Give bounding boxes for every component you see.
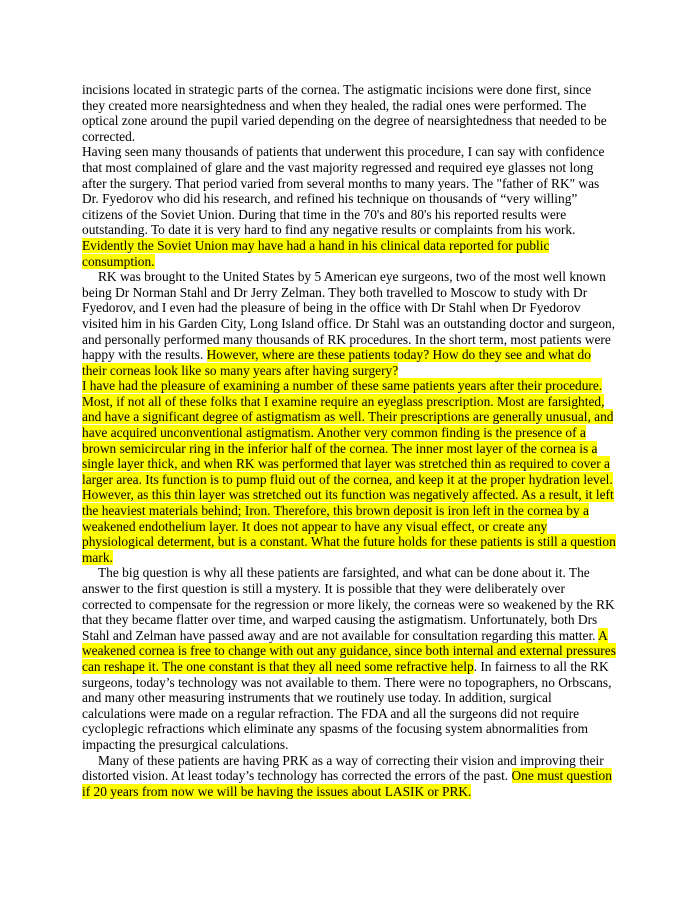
paragraph-2-highlight: Evidently the Soviet Union may have had a hand in his clinical data reported for public consumption. <box>82 237 550 269</box>
paragraph-2 <box>82 144 617 269</box>
paragraph-3-text: RK was brought to the United States by 5 American eye surgeons, two of the most well known being Dr Norman Stahl and Dr Jerry Zelman. They both travelled to Moscow to study with Dr Fyedorov, and I even had the pleasure of being in the office with Dr Stahl when Dr Fyedorov visited him in his Garden City, Long Island office. Dr Stahl was an outstanding doctor and surgeon, and personally performed many thousands of RK procedures. In the short term, most patients were happy with the results. <box>82 269 616 363</box>
paragraph-5-text-2: . In fairness to all the RK surgeons, today’s technology was not available to them. There were no topographers, no Orbscans, and many other measuring instruments that we routinely use today. In addition, surgical calculations were made on a regular refraction. The FDA and all the surgeons did not require cycloplegic refractions which eliminate any spasms of the focusing system abnormalities from impacting the presurgical calculations. <box>82 658 612 752</box>
paragraph-3-highlight: However, where are these patients today? How do they see and what do their corneas look like so many years after having surgery? <box>82 347 591 378</box>
paragraph-2-text: Having seen many thousands of patients that underwent this procedure, I can say with confidence that most complained of glare and the vast majority regressed and required eye glasses not long after the surgery. That period varied from several months to many years. The "father of RK" was Dr. Fyedorov who did his research, and refined his technique on thousands of “very willing” citizens of the Soviet Union. During that time in the 70's and 80's his reported results were outstanding. To date it is very hard to find any negative results or complaints from his work. <box>82 144 605 238</box>
paragraph-6-highlight: One must question if 20 years from now we will be having the issues about LASIK or PRK. <box>82 768 612 799</box>
paragraph-6 <box>82 753 617 800</box>
paragraph-5-text: The big question is why all these patients are farsighted, and what can be done about it. The answer to the first question is still a mystery. It is possible that they were deliberately over corrected to compensate for the regression or more likely, the corneas were so weakened by the RK that they became flatter over time, and warped causing the astigmatism. Unfortunately, both Drs Stahl and Zelman have passed away and are not available for consultation regarding this matter. <box>82 565 615 643</box>
paragraph-1-text: incisions located in strategic parts of the cornea. The astigmatic incisions were done first, since they created more nearsightedness and when they healed, the radial ones were performed. The optical zone around the pupil varied depending on the degree of nearsightedness that needed to be corrected. <box>82 82 607 144</box>
paragraph-4 <box>82 378 617 565</box>
paragraph-5-highlight: A weakened cornea is free to change with out any guidance, since both internal and external pressures can reshape it. The one constant is that they all need some refractive help <box>82 627 616 674</box>
paragraph-3 <box>82 269 617 378</box>
document-page <box>82 82 617 799</box>
paragraph-1 <box>82 82 617 144</box>
paragraph-5 <box>82 565 617 752</box>
paragraph-4-highlight: I have had the pleasure of examining a number of these same patients years after their procedure. Most, if not all of these folks that I examine require an eyeglass prescription. Most are farsighted, and have a significant degree of astigmatism as well. Their prescriptions are generally unusual, and have acquired unconventional astigmatism. Another very common finding is the presence of a brown semicircular ring in the inferior half of the cornea. The inner most layer of the cornea is a single layer thick, and when RK was performed that layer was stretched thin as required to cover a larger area. Its function is to pump fluid out of the cornea, and keep it at the proper hydration level. However, as this thin layer was stretched out its function was negatively affected. As a result, it left the heaviest materials behind; Iron. Therefore, this brown deposit is iron left in the cornea by a weakened endothelium layer. It does not appear to have any visual effect, or create any physiological determent, but is a constant. What the future holds for these patients is still a question mark. <box>82 378 616 565</box>
paragraph-6-text: Many of these patients are having PRK as a way of correcting their vision and improving their distorted vision. At least today’s technology has corrected the errors of the past. <box>82 752 604 784</box>
